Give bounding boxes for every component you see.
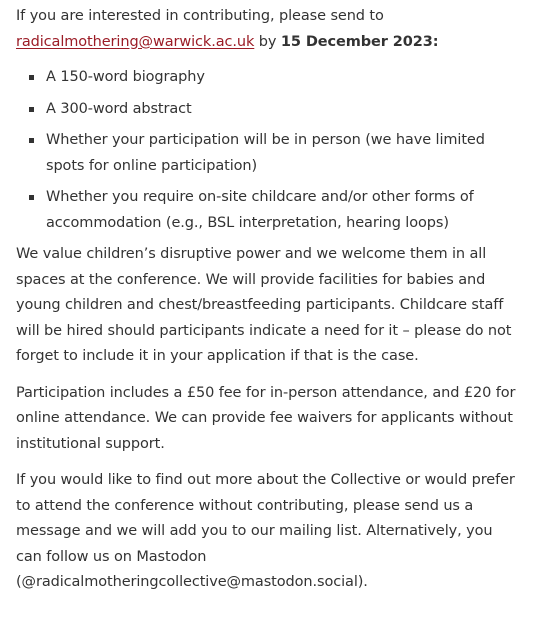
square-bullet-icon	[29, 195, 34, 200]
list-item-text: A 300-word abstract	[46, 100, 192, 117]
list-item-text: Whether your participation will be in person (we have limited spots for online participation)	[46, 132, 485, 174]
square-bullet-icon	[29, 138, 34, 143]
list-item	[16, 128, 522, 179]
requirements-list	[16, 65, 522, 236]
children-paragraph: We value children’s disruptive power and we welcome them in all spaces at the conference. We will provide facilities for babies and young children and chest/breastfeeding participants. Childcare staff will be hired should participants indicate a need for it – please do not forget to include it in your application if that is the case.	[16, 246, 512, 364]
email-link[interactable]: radicalmothering@warwick.ac.uk	[16, 33, 255, 50]
intro-text: If you are interested in contributing, please send to	[16, 8, 384, 24]
list-item	[16, 185, 522, 236]
fees-paragraph: Participation includes a £50 fee for in-person attendance, and £20 for online attendance. We can provide fee waivers for applicants without institutional support.	[16, 384, 516, 452]
square-bullet-icon	[29, 107, 34, 112]
deadline-text: 15 December 2023:	[280, 33, 439, 50]
list-item	[16, 97, 522, 123]
list-item-text: A 150-word biography	[46, 69, 205, 85]
intro-paragraph	[16, 4, 522, 55]
list-item-text: Whether you require on-site childcare and/or other forms of accommodation (e.g., BSL interpretation, hearing loops)	[46, 189, 474, 231]
list-item	[16, 65, 522, 91]
square-bullet-icon	[29, 75, 34, 80]
contact-paragraph: If you would like to find out more about the Collective or would prefer to attend the conference without contributing, please send us a message and we will add you to our mailing list. Alternatively, you can follow us on Mastodon (@radicalmotheringcollective@mastodon.social).	[16, 472, 515, 590]
intro-by: by	[258, 33, 277, 50]
